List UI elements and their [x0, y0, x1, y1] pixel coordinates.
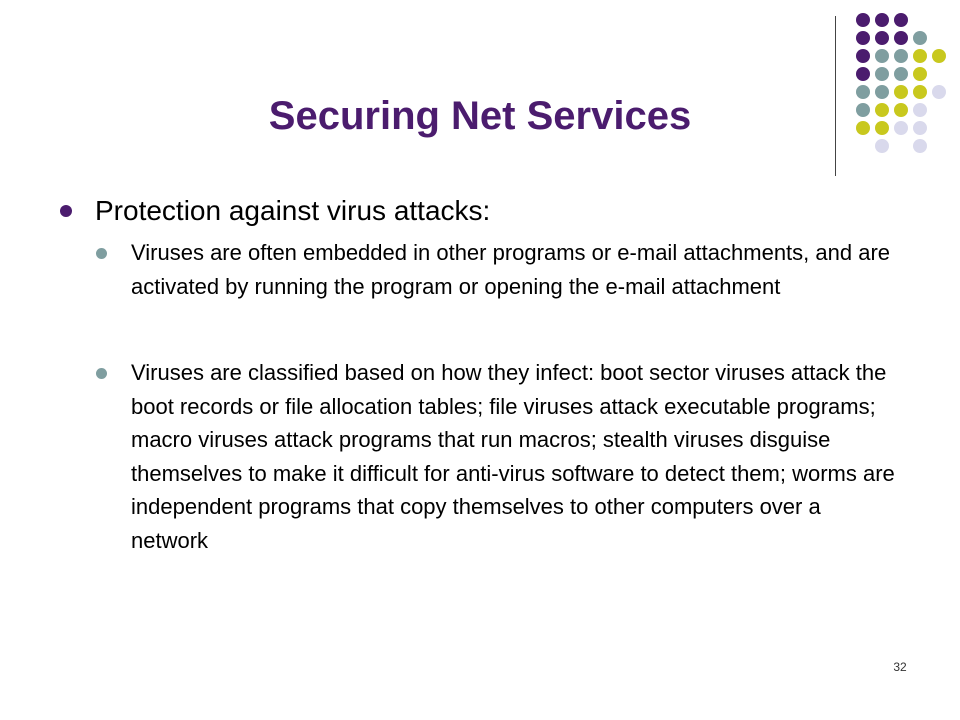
decorative-dot [856, 49, 870, 63]
decorative-dot [856, 103, 870, 117]
decorative-dot [894, 121, 908, 135]
bullet-dot-icon [60, 205, 72, 217]
bullet-text: Protection against virus attacks: [95, 195, 491, 226]
decorative-dot [875, 31, 889, 45]
decorative-dot [913, 103, 927, 117]
decorative-dot [875, 13, 889, 27]
sub-bullet-text: Viruses are often embedded in other programs or e-mail attachments, and are activated by running the program or opening the e-mail attachment [131, 240, 890, 299]
decorative-dot [894, 67, 908, 81]
sub-bullet-dot-icon [96, 248, 107, 259]
decorative-dot [856, 121, 870, 135]
decorative-dot [875, 139, 889, 153]
decorative-dot [875, 103, 889, 117]
decorative-dot [913, 139, 927, 153]
decorative-dot [894, 31, 908, 45]
decorative-dot [913, 49, 927, 63]
slide-title: Securing Net Services [268, 94, 692, 138]
decorative-dot-grid [0, 0, 960, 180]
decorative-dot [913, 67, 927, 81]
decorative-dot [875, 85, 889, 99]
sub-bullet-dot-icon [96, 368, 107, 379]
decorative-dot [856, 31, 870, 45]
decorative-dot [894, 103, 908, 117]
page-number: 32 [893, 660, 907, 674]
decorative-dot [913, 31, 927, 45]
decorative-dot [856, 13, 870, 27]
decorative-dot [913, 85, 927, 99]
decorative-dot [913, 121, 927, 135]
decorative-dot [856, 67, 870, 81]
decorative-dot [875, 49, 889, 63]
vertical-divider [835, 16, 836, 176]
decorative-dot [932, 49, 946, 63]
sub-bullet-text: Viruses are classified based on how they infect: boot sector viruses attack the boot records or file allocation tables; file viruses attack executable programs; macro viruses attack programs that run macros; stealth viruses disguise themselves to make it difficult for anti-virus software to detect them; worms are independent programs that copy themselves to other computers over a network [131, 360, 895, 553]
decorative-dot [875, 121, 889, 135]
decorative-dot [894, 85, 908, 99]
decorative-dot [894, 49, 908, 63]
decorative-dot [875, 67, 889, 81]
decorative-dot [932, 85, 946, 99]
decorative-dot [856, 85, 870, 99]
decorative-dot [894, 13, 908, 27]
